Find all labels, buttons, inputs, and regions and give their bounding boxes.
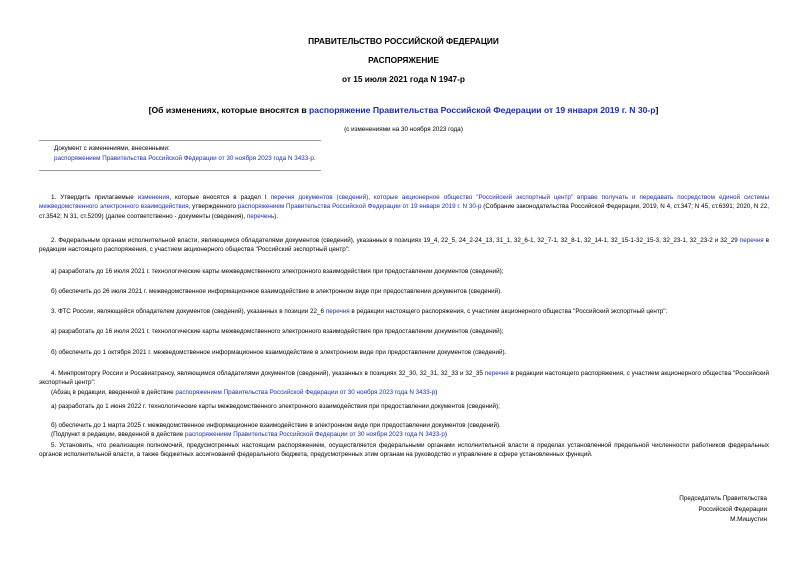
link-list-section[interactable]: перечня документов (сведений), которые акционерное общество "Российский экспортный центр" вправе получать и передавать посредством единой системы межведомственного электронного взаимодействия: [39, 194, 769, 211]
link-list[interactable]: перечня: [484, 370, 509, 377]
paragraph-4b: б) обеспечить до 1 марта 2025 г. межведомственное информационное взаимодействие в электронном виде при предоставлении документов (сведений). (Подпункт в редакции, введенной в действие распоряжением Правительства Российской Федерации от 30 ноября 2023 года N 3433-р): [51, 422, 501, 439]
date-number: от 15 июля 2021 года N 1947-р: [342, 74, 465, 84]
title-link[interactable]: распоряжение Правительства Российской Федерации от 19 января 2019 г. N 30-р: [309, 105, 656, 115]
document-title: [0, 105, 807, 115]
link-order-3433r[interactable]: распоряжением Правительства Российской Федерации от 30 ноября 2023 года N 3433-р: [185, 431, 445, 439]
signature-block: [679, 494, 767, 526]
divider-top: [39, 140, 321, 141]
signature-title: Председатель Правительства: [679, 495, 767, 502]
paragraph-2a: а) разработать до 16 июля 2021 г. технологические карты межведомственного электронного взаимодействия при предоставлении документов (сведений);: [51, 268, 504, 275]
signature-name: М.Мишустин: [730, 516, 767, 523]
divider-bottom: [39, 170, 321, 171]
paragraph-3a: а) разработать до 16 июля 2021 г. технологические карты межведомственного электронного взаимодействия при предоставлении документов (сведений);: [51, 328, 504, 335]
changes-link[interactable]: распоряжением Правительства Российской Федерации от 30 ноября 2023 года N 3433-р.: [54, 155, 316, 162]
paragraph-2: 2. Федеральным органам исполнительной власти, являющимся обладателями документов (сведений), указанных в позициях 19_4, 22_5, 24_2-24_13, 31_1, 32_6-1, 32_7-1, 32_8-1, 32_14-1, 32_15-1-32_15-3, 32_23-1, 32_23-2 и 32_29 перечня в редакции настоящего распоряжения, с участием акционерного общества "Российский экспортный центр":: [39, 237, 769, 254]
paragraph-2b: б) обеспечить до 26 июля 2021 г. межведомственное информационное взаимодействие в электронном виде при предоставлении документов (сведений).: [51, 288, 502, 295]
link-list[interactable]: перечня: [325, 308, 350, 315]
government-heading: ПРАВИТЕЛЬСТВО РОССИЙСКОЙ ФЕДЕРАЦИИ: [308, 36, 499, 46]
doc-type-heading: РАСПОРЯЖЕНИЕ: [368, 55, 439, 65]
link-order-3433r[interactable]: распоряжением Правительства Российской Федерации от 30 ноября 2023 года N 3433-р: [175, 388, 436, 396]
link-list[interactable]: перечня: [739, 237, 764, 244]
link-changes[interactable]: изменения: [137, 194, 170, 201]
paragraph-5: 5. Установить, что реализация полномочий, предусмотренных настоящим распоряжением, осуществляется федеральными органами исполнительной власти в пределах установленной предельной численности работников федеральных органов исполнительной власти, а также бюджетных ассигнований федерального бюджета, предусмотренных этим органам на руководство и управление в сфере установленных функций.: [39, 442, 769, 459]
changes-label: Документ с изменениями, внесенными:: [54, 145, 170, 152]
link-order-30r[interactable]: распоряжением Правительства Российской Федерации от 19 января 2019 г. N 30-р: [237, 203, 482, 211]
paragraph-1: 1. Утвердить прилагаемые изменения, которые вносятся в раздел I перечня документов (сведений), которые акционерное общество "Российский экспортный центр" вправе получать и передавать посредством единой системы межведомственного электронного взаимодействия, утвержденного распоряжением Правительства Российской Федерации от 19 января 2019 г. N 30-р (Собрание законодательства Российской Федерации, 2019, N 4, ст.347; N 45, ст.6391; 2020, N 22, ст.3542; N 31, ст.5209) (далее соответственно - документы (сведения), перечень).: [39, 194, 770, 220]
paragraph-3: 3. ФТС России, являющейся обладателем документов (сведений), указанных в позиции 22_6 перечня в редакции настоящего распоряжения, с участием акционерного общества "Российский экспортный центр":: [51, 308, 668, 315]
link-list[interactable]: перечень: [246, 212, 275, 220]
paragraph-4a: а) разработать до 1 июня 2022 г. технологические карты межведомственного электронного взаимодействия при предоставлении документов (сведений);: [51, 403, 500, 410]
amended-note: (с изменениями на 30 ноября 2023 года): [344, 126, 463, 133]
title-suffix: ]: [655, 105, 659, 115]
title-prefix: [Об изменениях, которые вносятся в: [148, 105, 310, 115]
paragraph-4: 4. Минпромторгу России и Росавиатрансу, являющимся обладателями документов (сведений), указанных в позициях 32_30, 32_31, 32_33 и 32_35 перечня в редакции настоящего распоряжения, с участием акционерного общества "Российский экспортный центр": (Абзац в редакции, введенной в действие распоряжением Правительства Российской Федерации от 30 ноября 2023 года N 3433-р): [39, 370, 769, 396]
paragraph-3b: б) обеспечить до 1 октября 2021 г. межведомственное информационное взаимодействие в электронном виде при предоставлении документов (сведений).: [51, 349, 507, 356]
signature-country: Российской Федерации: [698, 505, 767, 513]
